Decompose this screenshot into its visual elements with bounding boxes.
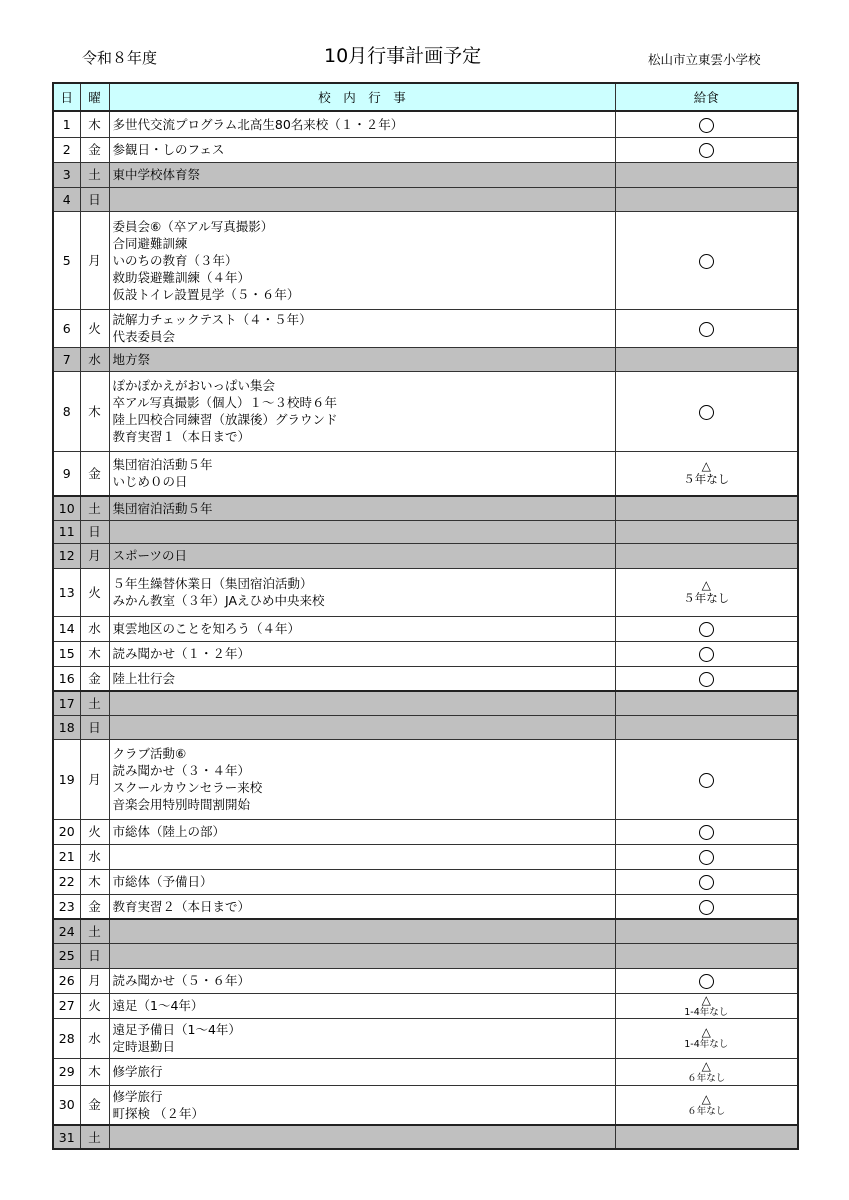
table-row	[53, 1125, 798, 1149]
lunch-cell	[615, 616, 798, 641]
weekday-cell: 木	[80, 1058, 109, 1085]
school-name: 松山市立東雲小学校	[648, 52, 761, 67]
weekday-cell: 日	[80, 520, 109, 543]
weekday-cell: 金	[80, 894, 109, 919]
lunch-note: 1-4年なし	[684, 1039, 729, 1050]
table-row	[53, 968, 798, 993]
weekday-cell: 木	[80, 371, 109, 451]
table-row	[53, 309, 798, 347]
weekday-cell: 木	[80, 641, 109, 666]
triangle-icon: △	[701, 1025, 711, 1039]
lunch-cell	[615, 1125, 798, 1149]
events-cell	[109, 371, 615, 451]
circle-icon	[699, 647, 714, 662]
day-cell: 22	[53, 869, 80, 894]
lunch-cell	[615, 993, 798, 1018]
day-cell: 16	[53, 666, 80, 691]
weekday-cell: 金	[80, 1085, 109, 1125]
events-cell	[109, 691, 615, 715]
events-cell	[109, 919, 615, 943]
events-cell	[109, 1085, 615, 1125]
event-item: 教育実習２（本日まで）	[112, 898, 251, 914]
events-cell	[109, 1018, 615, 1058]
table-row	[53, 137, 798, 162]
weekday-cell: 木	[80, 111, 109, 137]
day-cell: 12	[53, 543, 80, 568]
events-cell	[109, 616, 615, 641]
lunch-note: ６年なし	[687, 1072, 726, 1084]
event-item: 合同避難訓練	[112, 235, 188, 251]
events-cell	[109, 844, 615, 869]
event-item: 地方祭	[112, 351, 151, 367]
table-row	[53, 568, 798, 616]
events-cell	[109, 1125, 615, 1149]
weekday-cell: 水	[80, 347, 109, 371]
triangle-icon: △	[701, 578, 711, 592]
lunch-cell	[615, 496, 798, 520]
schedule-table	[52, 82, 799, 1150]
circle-icon	[699, 118, 714, 133]
lunch-cell	[615, 819, 798, 844]
weekday-cell: 水	[80, 1018, 109, 1058]
header-day: 日	[53, 83, 80, 111]
events-cell	[109, 869, 615, 894]
weekday-cell: 日	[80, 943, 109, 968]
events-cell	[109, 162, 615, 187]
lunch-cell	[615, 641, 798, 666]
event-item: 読み聞かせ（５・６年）	[112, 973, 251, 988]
event-item: 修学旅行	[112, 1064, 163, 1079]
events-cell	[109, 111, 615, 137]
triangle-icon: △	[701, 459, 711, 474]
events-cell	[109, 543, 615, 568]
weekday-cell: 月	[80, 543, 109, 568]
events-cell	[109, 211, 615, 309]
lunch-cell	[615, 309, 798, 347]
event-item: 定時退勤日	[112, 1039, 176, 1054]
table-row	[53, 1018, 798, 1058]
lunch-cell	[615, 1058, 798, 1085]
day-cell: 6	[53, 309, 80, 347]
day-cell: 30	[53, 1085, 80, 1125]
lunch-cell	[615, 347, 798, 371]
events-cell	[109, 715, 615, 739]
table-row	[53, 894, 798, 919]
event-item: 読み聞かせ（３・４年）	[112, 763, 251, 778]
weekday-cell: 月	[80, 968, 109, 993]
weekday-cell: 火	[80, 568, 109, 616]
events-cell	[109, 309, 615, 347]
header-weekday: 曜	[80, 83, 109, 111]
events-cell	[109, 819, 615, 844]
table-row	[53, 162, 798, 187]
events-cell	[109, 496, 615, 520]
lunch-cell	[615, 715, 798, 739]
day-cell: 5	[53, 211, 80, 309]
circle-icon	[699, 850, 714, 865]
table-row	[53, 943, 798, 968]
fiscal-year-label: 令和８年度	[82, 49, 158, 67]
table-row	[53, 496, 798, 520]
table-row	[53, 844, 798, 869]
event-item: 音楽会用特別時間割開始	[112, 797, 251, 812]
lunch-cell	[615, 1018, 798, 1058]
event-item: 参観日・しのフェス	[112, 142, 225, 157]
day-cell: 25	[53, 943, 80, 968]
lunch-cell	[615, 844, 798, 869]
circle-icon	[699, 974, 714, 989]
lunch-cell	[615, 211, 798, 309]
event-item: スポーツの日	[112, 548, 188, 563]
table-row	[53, 993, 798, 1018]
table-row	[53, 1085, 798, 1125]
lunch-cell	[615, 520, 798, 543]
weekday-cell: 木	[80, 869, 109, 894]
table-row	[53, 111, 798, 137]
table-row	[53, 739, 798, 819]
day-cell: 31	[53, 1125, 80, 1149]
event-item: 東中学校体育祭	[112, 167, 201, 182]
event-item: ５年生繰替休業日（集団宿泊活動）	[112, 576, 313, 591]
event-item: 市総体（予備日）	[112, 874, 213, 889]
day-cell: 1	[53, 111, 80, 137]
event-item: 卒アル写真撮影（個人）１～３校時６年	[112, 395, 338, 410]
lunch-cell	[615, 739, 798, 819]
table-row	[53, 819, 798, 844]
lunch-cell	[615, 568, 798, 616]
day-cell: 29	[53, 1058, 80, 1085]
day-cell: 19	[53, 739, 80, 819]
triangle-icon: △	[701, 993, 711, 1007]
event-item: 陸上壮行会	[112, 670, 176, 686]
lunch-note: ６年なし	[687, 1105, 726, 1117]
table-row	[53, 919, 798, 943]
day-cell: 4	[53, 187, 80, 211]
event-item: 東雲地区のことを知ろう（４年）	[112, 621, 301, 636]
lunch-cell	[615, 187, 798, 211]
day-cell: 9	[53, 451, 80, 496]
day-cell: 26	[53, 968, 80, 993]
lunch-cell	[615, 162, 798, 187]
day-cell: 18	[53, 715, 80, 739]
weekday-cell: 金	[80, 451, 109, 496]
day-cell: 14	[53, 616, 80, 641]
event-item: クラブ活動⑥	[112, 746, 187, 761]
day-cell: 20	[53, 819, 80, 844]
triangle-icon: △	[701, 1091, 711, 1106]
event-item: 委員会⑥（卒アル写真撮影）	[112, 218, 274, 234]
table-row	[53, 691, 798, 715]
triangle-icon: △	[701, 1058, 711, 1073]
day-cell: 8	[53, 371, 80, 451]
lunch-cell	[615, 111, 798, 137]
event-item: いのちの教育（３年）	[112, 252, 238, 268]
header-lunch: 給食	[615, 83, 798, 111]
day-cell: 23	[53, 894, 80, 919]
circle-icon	[699, 825, 714, 840]
table-row	[53, 666, 798, 691]
header-row	[53, 83, 798, 111]
weekday-cell: 日	[80, 715, 109, 739]
event-item: 読み聞かせ（１・２年）	[112, 646, 251, 661]
events-cell	[109, 943, 615, 968]
day-cell: 13	[53, 568, 80, 616]
weekday-cell: 土	[80, 496, 109, 520]
lunch-cell	[615, 869, 798, 894]
event-item: 陸上四校合同練習（放課後）グラウンド	[112, 412, 338, 427]
weekday-cell: 月	[80, 211, 109, 309]
table-row	[53, 187, 798, 211]
event-item: いじめ０の日	[112, 474, 188, 490]
weekday-cell: 土	[80, 691, 109, 715]
lunch-cell	[615, 968, 798, 993]
events-cell	[109, 347, 615, 371]
events-cell	[109, 993, 615, 1018]
table-row	[53, 347, 798, 371]
events-cell	[109, 1058, 615, 1085]
weekday-cell: 火	[80, 993, 109, 1018]
lunch-cell	[615, 1085, 798, 1125]
circle-icon	[699, 875, 714, 890]
day-cell: 15	[53, 641, 80, 666]
event-item: 遠足（1～4年）	[112, 998, 204, 1013]
weekday-cell: 土	[80, 1125, 109, 1149]
day-cell: 11	[53, 520, 80, 543]
day-cell: 3	[53, 162, 80, 187]
event-item: 仮設トイレ設置見学（５・６年）	[112, 286, 300, 302]
events-cell	[109, 520, 615, 543]
circle-icon	[699, 254, 714, 269]
table-row	[53, 211, 798, 309]
lunch-cell	[615, 137, 798, 162]
table-row	[53, 543, 798, 568]
weekday-cell: 土	[80, 919, 109, 943]
lunch-cell	[615, 943, 798, 968]
event-item: 教育実習１（本日まで）	[112, 429, 251, 444]
table-row	[53, 869, 798, 894]
lunch-cell	[615, 371, 798, 451]
lunch-cell	[615, 543, 798, 568]
weekday-cell: 日	[80, 187, 109, 211]
circle-icon	[699, 322, 714, 337]
circle-icon	[699, 405, 714, 420]
circle-icon	[699, 773, 714, 788]
table-row	[53, 616, 798, 641]
lunch-note: ５年なし	[683, 591, 730, 605]
day-cell: 24	[53, 919, 80, 943]
lunch-cell	[615, 666, 798, 691]
lunch-cell	[615, 894, 798, 919]
day-cell: 28	[53, 1018, 80, 1058]
lunch-cell	[615, 451, 798, 496]
event-item: 集団宿泊活動５年	[112, 457, 213, 473]
event-item: ぽかぽかえがおいっぱい集会	[112, 378, 276, 393]
weekday-cell: 水	[80, 844, 109, 869]
table-row	[53, 371, 798, 451]
event-item: 修学旅行	[112, 1088, 163, 1104]
event-item: 代表委員会	[112, 329, 176, 344]
table-row	[53, 641, 798, 666]
event-item: みかん教室（３年）JAえひめ中央来校	[112, 593, 325, 608]
event-item: 市総体（陸上の部）	[112, 824, 226, 839]
page-title: 10月行事計画予定	[324, 45, 482, 67]
events-cell	[109, 451, 615, 496]
event-item: スクールカウンセラー来校	[112, 780, 263, 795]
event-item: 読解力チェックテスト（４・５年）	[112, 312, 312, 327]
event-item: 集団宿泊活動５年	[112, 500, 213, 516]
weekday-cell: 金	[80, 666, 109, 691]
weekday-cell: 火	[80, 309, 109, 347]
lunch-cell	[615, 691, 798, 715]
events-cell	[109, 641, 615, 666]
lunch-note: 1-4年なし	[684, 1006, 729, 1018]
events-cell	[109, 739, 615, 819]
circle-icon	[699, 672, 714, 687]
circle-icon	[699, 900, 714, 915]
events-cell	[109, 137, 615, 162]
day-cell: 27	[53, 993, 80, 1018]
events-cell	[109, 568, 615, 616]
day-cell: 17	[53, 691, 80, 715]
weekday-cell: 火	[80, 819, 109, 844]
event-item: 多世代交流プログラム北高生80名来校（１・２年）	[112, 116, 404, 132]
table-row	[53, 520, 798, 543]
event-item: 町探検 （２年）	[112, 1105, 204, 1121]
weekday-cell: 金	[80, 137, 109, 162]
day-cell: 21	[53, 844, 80, 869]
circle-icon	[699, 143, 714, 158]
events-cell	[109, 666, 615, 691]
header-events: 校 内 行 事	[109, 83, 615, 111]
events-cell	[109, 187, 615, 211]
day-cell: 10	[53, 496, 80, 520]
circle-icon	[699, 622, 714, 637]
event-item: 救助袋避難訓練（４年）	[112, 269, 251, 285]
weekday-cell: 月	[80, 739, 109, 819]
lunch-cell	[615, 919, 798, 943]
day-cell: 2	[53, 137, 80, 162]
weekday-cell: 水	[80, 616, 109, 641]
table-row	[53, 715, 798, 739]
events-cell	[109, 968, 615, 993]
weekday-cell: 土	[80, 162, 109, 187]
table-row	[53, 1058, 798, 1085]
day-cell: 7	[53, 347, 80, 371]
event-item: 遠足予備日（1～4年）	[112, 1022, 241, 1037]
table-row	[53, 451, 798, 496]
lunch-note: ５年なし	[683, 472, 730, 487]
events-cell	[109, 894, 615, 919]
